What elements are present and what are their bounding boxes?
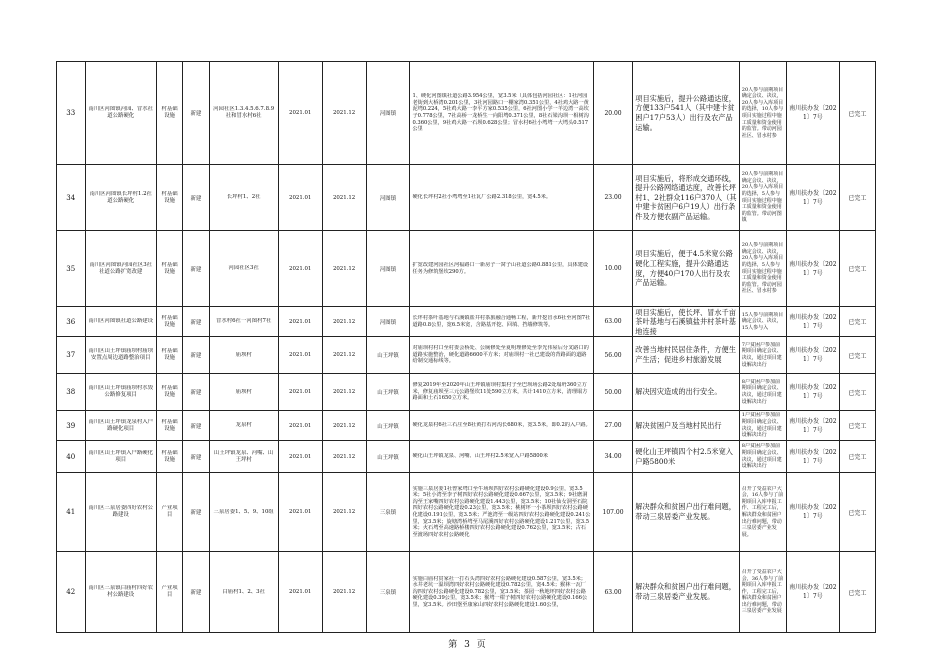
- participation-mechanism: 召开了受益农户大会，16人参与了前期项目入库申报工作、工程完工后，解决群众和贫困户出行难问题，带动三泉居委产业发展。: [741, 485, 784, 538]
- table-row: [57, 307, 876, 337]
- table-row: [57, 374, 876, 411]
- project-name: 南川区河图镇河园、冒水社道公路硬化: [88, 106, 154, 119]
- end-date: 2021.12: [332, 389, 356, 395]
- end-date-cell: [322, 307, 366, 337]
- construction-nature: 新建: [190, 353, 202, 359]
- expected-benefit-cell: [633, 411, 739, 441]
- construction-location-cell: [209, 552, 278, 633]
- row-number: 33: [66, 109, 76, 117]
- responsible-town: 河图镇: [379, 319, 397, 326]
- approval-document: 南川扶办发〔2021〕7号: [789, 189, 837, 206]
- expected-benefit: 项目实施后，使长坪、冒水千亩茶叶基地与石溪镇盐井村茶叶基地连接: [635, 307, 736, 336]
- row-number-cell: [57, 337, 86, 374]
- project-name-cell: [85, 337, 156, 374]
- construction-location: 白庙村1、2、3社: [222, 588, 265, 595]
- participation-mechanism: 15人参与前期项目确定会议、决议，15人参与入: [741, 311, 784, 331]
- project-name-cell: [85, 307, 156, 337]
- project-name-cell: [85, 552, 156, 633]
- construction-content: 修复2019年至2020年山王坪镇庙坝村集村子至巴坝场公路2处塌坍360立方米，修复庙坝至三元公路堡坎11处590立方米，共计1410立方米，清理塌方路面和土石1650立方米。: [412, 382, 588, 402]
- project-type-cell: [156, 552, 182, 633]
- end-date-cell: [322, 62, 366, 165]
- fund-amount: 107.00: [602, 508, 624, 516]
- construction-content-cell: [410, 62, 593, 165]
- participation-mechanism: 1户贫困户参加前期项目确定会议、决议，通过项目建设解决出行: [741, 412, 782, 439]
- row-number: 39: [66, 421, 76, 430]
- expected-benefit-cell: [633, 441, 739, 473]
- participation-mechanism-cell: [739, 337, 786, 374]
- row-number-cell: [57, 62, 86, 165]
- table-row: [57, 411, 876, 441]
- participation-mechanism-cell: [739, 307, 786, 337]
- fund-amount-cell: [593, 473, 633, 552]
- expected-benefit-cell: [633, 62, 739, 165]
- start-date: 2021.01: [289, 352, 312, 358]
- expected-benefit-cell: [633, 165, 739, 231]
- completion-status: 已完工: [848, 266, 867, 273]
- end-date-cell: [322, 552, 366, 633]
- expected-benefit-cell: [633, 473, 739, 552]
- expected-benefit-cell: [633, 552, 739, 633]
- fund-amount: 20.00: [604, 109, 622, 117]
- construction-location-cell: [209, 411, 278, 441]
- construction-nature: 新建: [190, 590, 202, 596]
- responsible-town-cell: [366, 62, 410, 165]
- responsible-town-cell: [366, 231, 410, 307]
- construction-nature-cell: [183, 231, 209, 307]
- project-type-cell: [156, 374, 182, 411]
- expected-benefit: 改善当地村民居住条件，方便生产生活；促进乡村旅游发展: [635, 345, 736, 364]
- construction-content: 扩宽改建河园社区河福路口一新房子一窝子山社道公路0.881公里，具体建设任务为修筑堡坎290方。: [412, 261, 589, 275]
- approval-document-cell: [786, 231, 839, 307]
- table-row: [57, 231, 876, 307]
- start-date-cell: [278, 411, 322, 441]
- row-number: 36: [66, 317, 76, 326]
- participation-mechanism: 20人参与前期项目确定会议、决议，20人参与入库项目的选择，10人参与项目实施过程中施工质量和资金使用的监管。带动河园社区、冒水村参: [741, 86, 784, 139]
- participation-mechanism: 8户贫困户参加前期项目确定会议、决议，通过项目建设解决出行: [741, 443, 782, 470]
- start-date: 2021.01: [289, 422, 312, 429]
- approval-document: 南川扶办发〔2021〕7号: [789, 417, 837, 434]
- expected-benefit-cell: [633, 337, 739, 374]
- table-row: [57, 62, 876, 165]
- participation-mechanism-cell: [739, 165, 786, 231]
- responsible-town: 山王坪镇: [377, 423, 399, 430]
- construction-nature: 新建: [190, 319, 202, 326]
- construction-location-cell: [209, 374, 278, 411]
- project-name: 南川区河图镇河园社区3社社道公路扩宽改建: [89, 261, 153, 275]
- project-name-cell: [85, 411, 156, 441]
- construction-location-cell: [209, 337, 278, 374]
- start-date: 2021.01: [289, 265, 312, 272]
- end-date: 2021.12: [332, 318, 356, 325]
- end-date: 2021.12: [332, 422, 356, 429]
- construction-location: 山王坪镇龙泉、河嘴、山王坪村: [214, 449, 274, 463]
- end-date: 2021.12: [332, 509, 356, 515]
- table-row: [57, 337, 876, 374]
- participation-mechanism: 20人参与前期项目确定会议、决议，20人参与入库项目的选择，5人参与项目实施过程中施工质量和资金使用的监管。带动河园社区、冒水村参: [741, 242, 784, 295]
- completion-status-cell: [839, 374, 875, 411]
- row-number: 37: [66, 351, 76, 359]
- approval-document: 南川扶办发〔2021〕7号: [789, 504, 837, 520]
- construction-location: 河园社区3社: [228, 265, 259, 271]
- fund-amount-cell: [593, 231, 633, 307]
- expected-benefit: 解决群众和贫困户出行难问题，带动三泉居委产业发展。: [635, 582, 736, 601]
- project-name: 南川区三泉居委四好农村公路建设: [88, 505, 154, 518]
- construction-nature: 新建: [190, 111, 202, 117]
- start-date: 2021.01: [289, 589, 312, 595]
- construction-location-cell: [209, 441, 278, 473]
- expected-benefit-cell: [633, 374, 739, 411]
- project-type-cell: [156, 231, 182, 307]
- construction-content: 1、硬化河图镇社道公路3.954公里，宽3.5米（具体包括河园社区：1社河园老街到大桥湾0.201公里，3社河园路口一棚家湾0.351公里，4社鸡大路一黄泥塆0.224，5社鸡大路一李平方家0.535公里，6社河图小学一羊边湾一高坎子0.778公里，7社高桥一龙桥生一向阳塆0.371公里，8社石梁沟坝一相树沟0.360公里，9社鸡大路一石坝0.628公里；冒水村6社小塆塆一大塆头0.517公里: [412, 93, 589, 133]
- project-type: 村基础设施: [161, 385, 178, 398]
- completion-status: 已完工: [848, 454, 867, 461]
- row-number-cell: [57, 231, 86, 307]
- completion-status-cell: [839, 307, 875, 337]
- construction-location: 庙坝村: [235, 351, 252, 358]
- responsible-town: 山王坪镇: [377, 454, 399, 461]
- fund-amount-cell: [593, 62, 633, 165]
- approval-document: 南川扶办发〔2021〕7号: [789, 313, 837, 330]
- project-table: [56, 61, 876, 633]
- row-number-cell: [57, 165, 86, 231]
- approval-document-cell: [786, 62, 839, 165]
- row-number: 41: [66, 508, 76, 516]
- start-date-cell: [278, 374, 322, 411]
- construction-nature: 新建: [190, 510, 202, 516]
- participation-mechanism: 8户贫困户参加前期项目确定会议、决议，通过项目建设解决出行: [741, 378, 782, 405]
- fund-amount: 34.00: [604, 453, 622, 460]
- project-type: 产业项目: [161, 585, 178, 598]
- construction-location: 三泉居委1、5、9、10组: [213, 508, 274, 515]
- approval-document-cell: [786, 411, 839, 441]
- project-type: 村基础设施: [161, 418, 178, 432]
- fund-amount: 23.00: [604, 194, 622, 201]
- responsible-town: 山王坪镇: [377, 390, 399, 396]
- row-number-cell: [57, 307, 86, 337]
- project-type-cell: [156, 165, 182, 231]
- responsible-town-cell: [366, 473, 410, 552]
- construction-nature: 新建: [190, 266, 202, 273]
- project-name: 南川区三泉镇白庙村四好农村公路建设: [88, 585, 154, 598]
- completion-status: 已完工: [848, 509, 867, 517]
- completion-status-cell: [839, 62, 875, 165]
- responsible-town-cell: [366, 307, 410, 337]
- construction-location: 冒水村6社一河图村7社: [215, 318, 272, 324]
- expected-benefit: 解决贫困户及当地村民出行: [635, 420, 722, 430]
- start-date-cell: [278, 441, 322, 473]
- responsible-town: 三泉镇: [379, 590, 397, 596]
- participation-mechanism: 召开了受益农户大会，36人参与了前期项目入库申报工作，工程完工后，解决群众和贫困户出行难问题，带动三泉居委产业发展: [741, 568, 784, 615]
- approval-document-cell: [786, 441, 839, 473]
- construction-content-cell: [410, 307, 593, 337]
- row-number-cell: [57, 552, 86, 633]
- construction-content-cell: [410, 374, 593, 411]
- end-date: 2021.12: [332, 194, 356, 201]
- row-number: 38: [66, 388, 76, 396]
- construction-location-cell: [209, 473, 278, 552]
- project-name-cell: [85, 473, 156, 552]
- table-row: [57, 441, 876, 473]
- end-date: 2021.12: [332, 589, 356, 595]
- project-name: 南川区山王坪镇入户路硬化项目: [88, 449, 154, 463]
- completion-status: 已完工: [848, 352, 867, 360]
- row-number: 34: [66, 193, 76, 202]
- fund-amount-cell: [593, 337, 633, 374]
- fund-amount: 27.00: [604, 422, 622, 429]
- start-date: 2021.01: [289, 318, 312, 325]
- construction-nature: 新建: [190, 390, 202, 396]
- responsible-town-cell: [366, 374, 410, 411]
- end-date: 2021.12: [332, 352, 356, 358]
- row-number: 40: [66, 452, 76, 461]
- expected-benefit: 项目实施后，便于4.5米宽公路硬化工程实施，提升公路通达度，方便40户170人出行及农产品运输。: [635, 249, 733, 288]
- completion-status-cell: [839, 441, 875, 473]
- approval-document: 南川扶办发〔2021〕7号: [789, 105, 837, 121]
- construction-nature-cell: [183, 441, 209, 473]
- end-date-cell: [322, 374, 366, 411]
- responsible-town-cell: [366, 441, 410, 473]
- fund-amount-cell: [593, 411, 633, 441]
- start-date-cell: [278, 552, 322, 633]
- expected-benefit: 项目实施后，将形成交通环线，提升公路网络通达度，改善长坪村1、2社群众116户370人（其中建卡贫困户6户19人）出行条件及方便农副产品运输。: [635, 173, 737, 221]
- expected-benefit: 解决群众和贫困户出行难问题，带动三泉居委产业发展。: [635, 502, 736, 521]
- construction-location-cell: [209, 62, 278, 165]
- responsible-town-cell: [366, 165, 410, 231]
- table-row: [57, 552, 876, 633]
- start-date: 2021.01: [289, 453, 312, 460]
- construction-content: 实施三泉居委1社曾家塆口至牛场坝四好农村公路硬化建设0.9公里，宽3.5米；5社小湾至李子树四好农村公路硬化建设0.667公里，宽3.5米；9社磨洞沟至王家嘴四好农村公路硬化建设1.443公里，宽3.5米；10社仙女洞至石院四好农村公路硬化建设0.23公里，宽3.5米；桃树坪一小茶坝四好农村公路硬化建设0.191公里，宽3.5米；严池湾至一级站四好农村公路硬化建设0.241公里，宽3.5米；旋塘湾桥塆至马尾溪四好农村公路硬化建设1.217公里，宽3.5米；火石塆至高速路桥楼四好农村公路硬化建设0.762公里，宽3.5米；古石至渡场四好农村公路硬化: [412, 485, 591, 538]
- project-type-cell: [156, 473, 182, 552]
- construction-location-cell: [209, 165, 278, 231]
- fund-amount-cell: [593, 307, 633, 337]
- construction-content: 硬化长坪村2社小塆塆至1社瓦厂公路2.318公里，宽4.5米。: [412, 194, 552, 201]
- responsible-town: 河图镇: [379, 266, 397, 273]
- participation-mechanism-cell: [739, 62, 786, 165]
- completion-status: 已完工: [848, 423, 867, 430]
- construction-nature-cell: [183, 411, 209, 441]
- construction-content-cell: [410, 473, 593, 552]
- construction-content: 长坪村茶叶基地与石溪镇盐井村茶旅融合通畅工程，新开挖冒水6社至河图7社道路0.8公里，宽6.5米宽，含路基开挖、回填、挡墙修筑等。: [412, 314, 591, 328]
- completion-status: 已完工: [848, 389, 867, 397]
- approval-document: 南川扶办发〔2021〕7号: [789, 347, 837, 363]
- approval-document-cell: [786, 165, 839, 231]
- construction-location-cell: [209, 307, 278, 337]
- approval-document: 南川扶办发〔2021〕7号: [789, 584, 837, 600]
- start-date-cell: [278, 231, 322, 307]
- construction-nature-cell: [183, 473, 209, 552]
- construction-content-cell: [410, 441, 593, 473]
- approval-document-cell: [786, 307, 839, 337]
- project-name: 南川区山王坪镇龙泉村入户路硬化项目: [88, 418, 154, 432]
- end-date: 2021.12: [332, 453, 356, 460]
- end-date: 2021.12: [332, 265, 356, 272]
- approval-document: 南川扶办发〔2021〕7号: [789, 384, 837, 400]
- project-type-cell: [156, 337, 182, 374]
- participation-mechanism-cell: [739, 473, 786, 552]
- construction-location-cell: [209, 231, 278, 307]
- end-date-cell: [322, 165, 366, 231]
- expected-benefit: 硬化山王坪镇四个村2.5米宽入户路5800米: [635, 446, 733, 466]
- responsible-town-cell: [366, 552, 410, 633]
- project-type: 村基础设施: [161, 106, 178, 119]
- table-row: [57, 165, 876, 231]
- participation-mechanism-cell: [739, 441, 786, 473]
- construction-nature-cell: [183, 165, 209, 231]
- project-type-cell: [156, 62, 182, 165]
- project-type-cell: [156, 411, 182, 441]
- participation-mechanism-cell: [739, 411, 786, 441]
- expected-benefit: 项目实施后，提升公路通达度，方便133户541人（其中建卡贫困户17户53人）出行及农产品运输。: [635, 93, 736, 132]
- fund-amount: 63.00: [604, 318, 622, 325]
- participation-mechanism-cell: [739, 374, 786, 411]
- start-date: 2021.01: [289, 509, 312, 515]
- completion-status-cell: [839, 552, 875, 633]
- responsible-town: 河图镇: [379, 195, 397, 202]
- construction-content-cell: [410, 231, 593, 307]
- end-date-cell: [322, 231, 366, 307]
- completion-status-cell: [839, 165, 875, 231]
- responsible-town: 三泉镇: [379, 510, 397, 516]
- completion-status-cell: [839, 473, 875, 552]
- approval-document-cell: [786, 337, 839, 374]
- completion-status-cell: [839, 231, 875, 307]
- row-number-cell: [57, 374, 86, 411]
- project-name-cell: [85, 441, 156, 473]
- construction-nature-cell: [183, 552, 209, 633]
- project-name: 南川区河图镇社道公路建设: [88, 318, 154, 324]
- approval-document-cell: [786, 374, 839, 411]
- project-name: 南川区山王坪镇庙坝村水毁公路修复项目: [88, 385, 154, 398]
- construction-content-cell: [410, 411, 593, 441]
- fund-amount: 56.00: [604, 351, 622, 359]
- project-type: 村基础设施: [161, 314, 178, 328]
- completion-status: 已完工: [848, 195, 867, 202]
- row-number: 42: [66, 588, 76, 596]
- project-name: 南川区山王坪镇庙坝村庙坝安置点周边道路整治项目: [88, 348, 154, 361]
- start-date-cell: [278, 473, 322, 552]
- row-number: 35: [66, 264, 76, 273]
- construction-location: 长坪村1、2社: [226, 194, 261, 200]
- completion-status-cell: [839, 337, 875, 374]
- construction-nature-cell: [183, 62, 209, 165]
- participation-mechanism: 20人参与前期项目确定会议、决议，20人参与入库项目的选择，5人参与项目实施过程中施工质量和资金使用的监管。带动河图镇: [741, 171, 784, 224]
- fund-amount-cell: [593, 374, 633, 411]
- fund-amount-cell: [593, 552, 633, 633]
- page-number: 第 3 页: [448, 640, 488, 650]
- fund-amount-cell: [593, 165, 633, 231]
- responsible-town-cell: [366, 337, 410, 374]
- table-row: [57, 473, 876, 552]
- project-type-cell: [156, 307, 182, 337]
- project-name-cell: [85, 62, 156, 165]
- completion-status: 已完工: [848, 319, 867, 326]
- fund-amount: 10.00: [604, 265, 622, 272]
- construction-content-cell: [410, 337, 593, 374]
- construction-nature-cell: [183, 337, 209, 374]
- start-date-cell: [278, 307, 322, 337]
- fund-amount: 50.00: [604, 388, 622, 396]
- project-name-cell: [85, 374, 156, 411]
- approval-document: 南川扶办发〔2021〕7号: [789, 448, 837, 465]
- construction-content: 硬化龙泉村6社三石庄至8社黄打石河沟长680米，宽3.5米，即0.2的入户路。: [412, 422, 591, 429]
- project-type: 村基础设施: [161, 449, 178, 463]
- participation-mechanism-cell: [739, 231, 786, 307]
- construction-nature-cell: [183, 307, 209, 337]
- construction-content: 硬化山王坪镇龙泉、河嘴、山王坪村2.5米宽入户路5800米: [412, 453, 549, 460]
- start-date-cell: [278, 62, 322, 165]
- row-number-cell: [57, 441, 86, 473]
- construction-content: 实施白庙村贯家社一打石头湾四好农村公路硬化建设0.587公里，宽3.5米；水井老坑一温坝湾四好农村公路硬化建设0.782公里，宽4.5米；猴林一瓦厂沟四好农村公路硬化建设0.782公里，宽3.5米；茶园一秋地坪四好农村公路硬化建设0.39公里，宽3.5米；猴塆一柑子树四好农村公路硬化建设0.166公里，宽3.5米。沙田堡至康家山四好农村公路硬化建设1.60公里，: [412, 575, 588, 608]
- start-date: 2021.01: [289, 389, 312, 395]
- row-number-cell: [57, 411, 86, 441]
- approval-document: 南川扶办发〔2021〕7号: [789, 260, 837, 277]
- approval-document-cell: [786, 552, 839, 633]
- construction-content-cell: [410, 552, 593, 633]
- start-date-cell: [278, 165, 322, 231]
- participation-mechanism-cell: [739, 552, 786, 633]
- responsible-town: 河图镇: [379, 111, 397, 117]
- fund-amount: 63.00: [604, 588, 622, 596]
- project-type: 村基础设施: [161, 348, 178, 361]
- end-date: 2021.12: [332, 110, 356, 116]
- responsible-town: 山王坪镇: [377, 353, 399, 359]
- construction-nature: 新建: [190, 454, 202, 461]
- fund-amount-cell: [593, 441, 633, 473]
- participation-mechanism: 7户贫困户参加前期项目确定会议、决议，通过项目建设解决出行: [741, 341, 782, 368]
- construction-content-cell: [410, 165, 593, 231]
- start-date-cell: [278, 337, 322, 374]
- project-type: 村基础设施: [161, 261, 178, 275]
- start-date: 2021.01: [289, 110, 312, 116]
- construction-location: 河园社区1.3.4.5.6.7.8.9社和冒水村6社: [213, 106, 275, 119]
- end-date-cell: [322, 473, 366, 552]
- row-number-cell: [57, 473, 86, 552]
- project-name-cell: [85, 231, 156, 307]
- end-date-cell: [322, 337, 366, 374]
- expected-benefit-cell: [633, 231, 739, 307]
- completion-status: 已完工: [848, 110, 867, 118]
- construction-location: 庙坝村: [235, 388, 252, 395]
- responsible-town-cell: [366, 411, 410, 441]
- project-type-cell: [156, 441, 182, 473]
- project-name: 南川区河图镇长坪村1.2社道公路硬化: [89, 190, 152, 204]
- construction-nature-cell: [183, 374, 209, 411]
- construction-nature: 新建: [190, 195, 202, 202]
- end-date-cell: [322, 441, 366, 473]
- completion-status: 已完工: [848, 589, 867, 597]
- approval-document-cell: [786, 473, 839, 552]
- completion-status-cell: [839, 411, 875, 441]
- project-name-cell: [85, 165, 156, 231]
- construction-location: 龙泉村: [235, 422, 252, 428]
- construction-nature: 新建: [190, 423, 202, 430]
- project-type: 村基础设施: [161, 190, 178, 204]
- end-date-cell: [322, 411, 366, 441]
- start-date: 2021.01: [289, 194, 312, 201]
- project-type: 产业项目: [161, 505, 178, 518]
- expected-benefit-cell: [633, 307, 739, 337]
- expected-benefit: 解决因灾造成的出行安全。: [635, 387, 722, 397]
- construction-content: 对庙坝村村口至村委会桥处、公厕修处至夏明理修处至李光伟屋后分叉路口的道路实施整治，硬化道路6600平方米；对庙坝村一社已建设的背路面的道路给制交通标线等。: [412, 345, 589, 365]
